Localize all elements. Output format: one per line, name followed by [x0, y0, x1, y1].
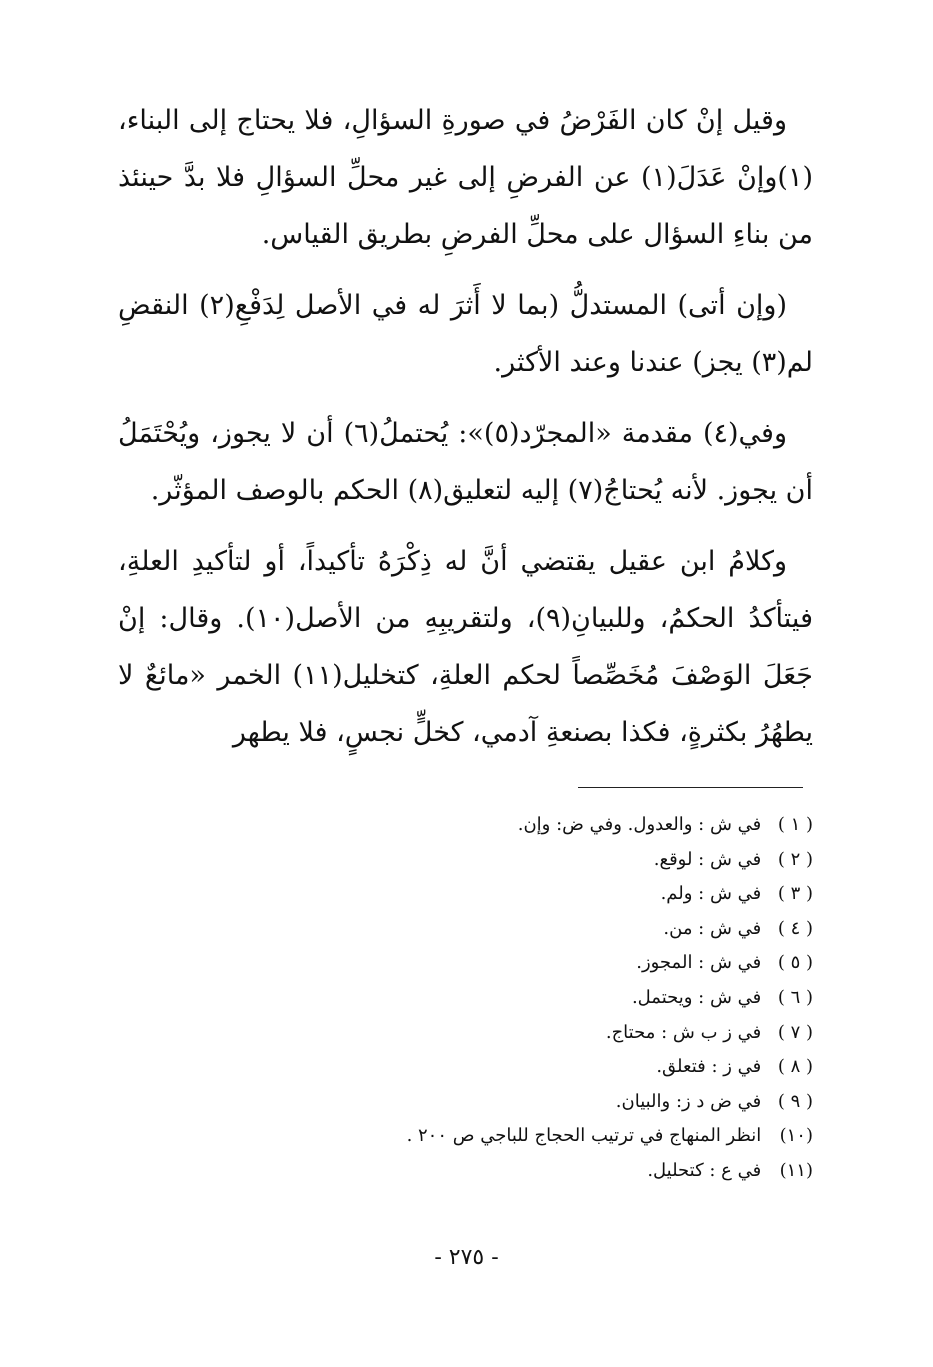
- footnote-number: (١٠): [779, 1125, 813, 1147]
- footnote-separator: [578, 787, 803, 788]
- footnote: [293, 1085, 813, 1120]
- footnote-number: ( ٤ ): [777, 917, 813, 939]
- footnote-text: انظر المنهاج في ترتيب الحجاج للباجي ص ٢٠٠ .: [406, 1125, 762, 1147]
- footnote: [293, 1016, 813, 1051]
- footnote-text: في ز ب ش : محتاج.: [605, 1021, 762, 1043]
- footnote-text: في ش : المجوز.: [636, 952, 762, 974]
- footnote: [293, 1154, 813, 1189]
- footnote-text: في ش : والعدول. وفي ض: وإن.: [517, 814, 762, 835]
- footnote-number: (١١): [779, 1159, 813, 1181]
- footnote: [293, 877, 813, 912]
- footnotes: [293, 808, 813, 1189]
- footnote: [293, 1050, 813, 1085]
- footnote: [293, 946, 813, 981]
- footnote: [293, 912, 813, 947]
- footnote-number: ( ٩ ): [777, 1090, 813, 1112]
- paragraph-1: وقيل إنْ كان الفَرْضُ في صورةِ السؤالِ، فلا يحتاج إلى البناء، (١)وإنْ عَدَلَ(١) عن الفرضِ إلى غير محلِّ السؤالِ فلا بدَّ حينئذ من بناءِ السؤال على محلِّ الفرضِ بطريق القياس.: [118, 105, 813, 250]
- footnote-text: في ش : من.: [663, 917, 762, 939]
- footnote: [293, 843, 813, 878]
- paragraph-3: وفي(٤) مقدمة «المجرّد(٥)»: يُحتملُ(٦) أن لا يجوز، ويُحْتَمَلُ أن يجوز. لأنه يُحتاجُ(٧) إليه لتعليق(٨) الحكم بالوصف المؤثّر.: [118, 418, 813, 506]
- footnote-text: في ض د ز: والبيان.: [615, 1090, 762, 1112]
- footnote: [293, 981, 813, 1016]
- page-number: - ٢٧٥ -: [434, 1245, 499, 1270]
- footnote: [293, 808, 813, 843]
- footnote-number: ( ٨ ): [777, 1056, 813, 1078]
- main-text: [118, 92, 813, 775]
- footnote-number: ( ٥ ): [777, 952, 813, 974]
- footnote-text: في ش : لوقع.: [653, 848, 762, 870]
- paragraph-2: (وإن أتى) المستدلُّ (بما لا أَثرَ له في الأصل لِدَفْعِ(٢) النقضِ لم(٣) يجز) عندنا وعند الأكثر.: [118, 290, 813, 378]
- footnote-number: ( ٣ ): [777, 883, 813, 905]
- footnote: [293, 1119, 813, 1154]
- paragraph-4: وكلامُ ابن عقيل يقتضي أنَّ له ذِكْرَهُ تأكيداً، أو لتأكيدِ العلةِ، فيتأكدُ الحكمُ، وللبيانِ(٩)، ولتقريبِهِ من الأصل(١٠). وقال: إنْ جَعَلَ الوَصْفَ مُخَصِّصاً لحكم العلةِ، كتخليل(١١) الخمر «مائعٌ لا يطهُرُ بكثرةٍ، فكذا بصنعةِ آدمي، كخلٍّ نجسٍ، فلا يطهر: [118, 546, 814, 748]
- footnote-text: في ز : فتعلق.: [656, 1056, 762, 1078]
- footnote-number: ( ٢ ): [777, 848, 813, 870]
- footnote-number: ( ١ ): [777, 814, 813, 835]
- footnote-number: ( ٦ ): [777, 986, 813, 1008]
- footnote-number: ( ٧ ): [777, 1021, 813, 1043]
- footnote-text: في ش : ويحتمل.: [631, 986, 762, 1008]
- footnote-text: في ش : ولم.: [660, 883, 762, 905]
- footnote-text: في ع : كتحليل.: [647, 1159, 762, 1181]
